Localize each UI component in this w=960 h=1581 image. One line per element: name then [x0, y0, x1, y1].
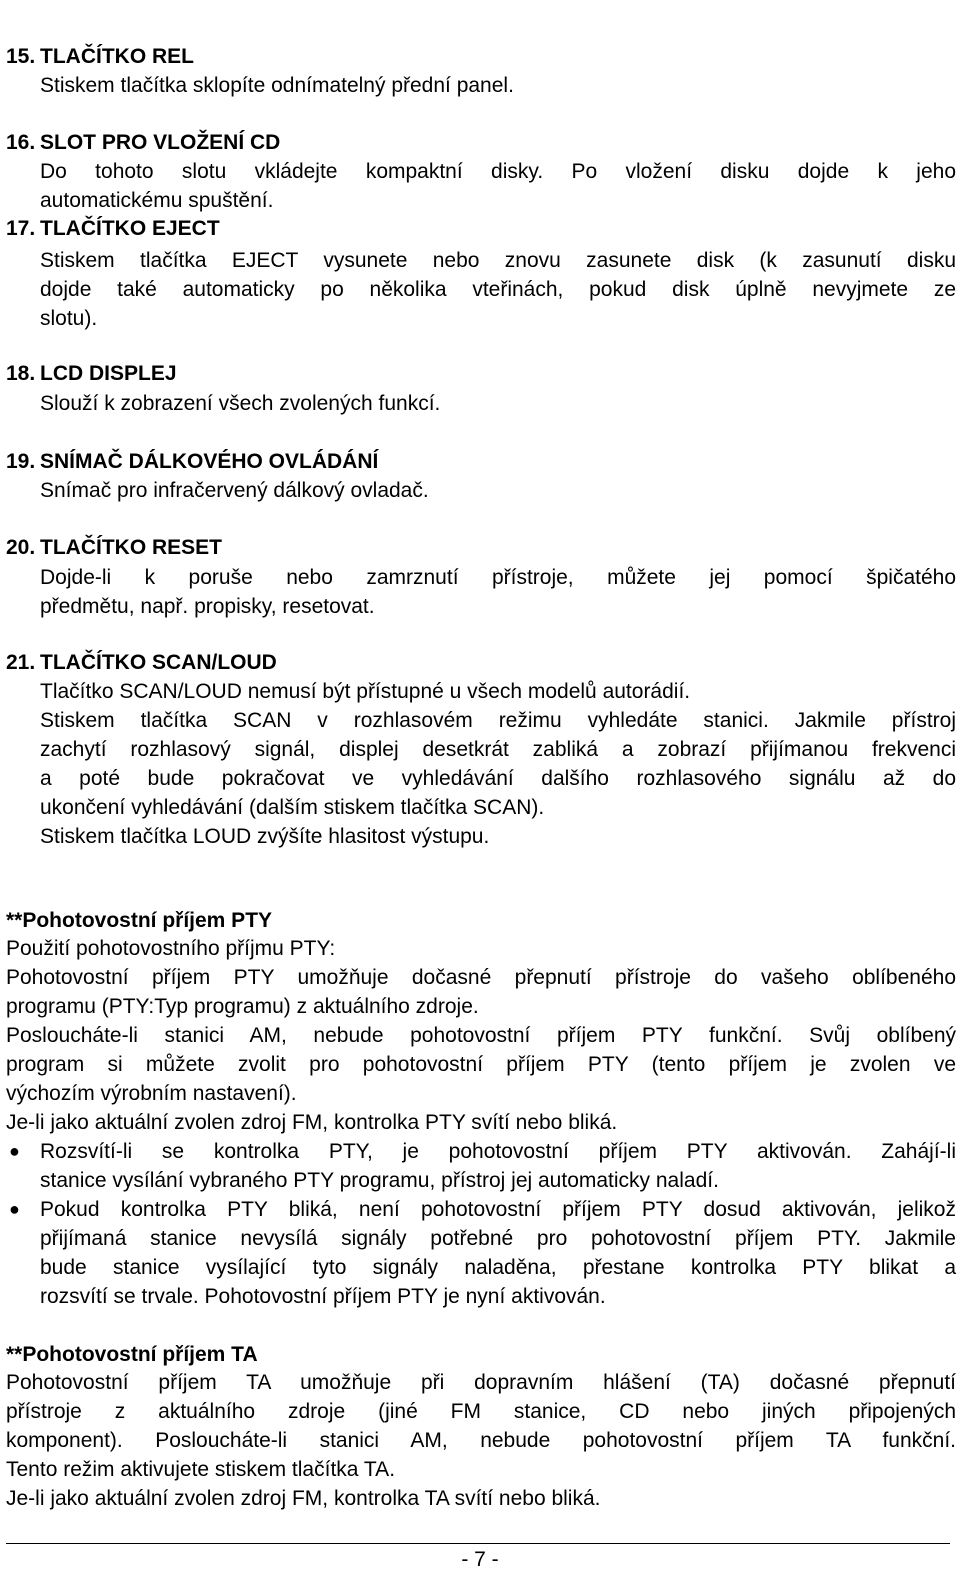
- ta-text: přístroje z aktuálního zdroje (jiné FM stanice, CD nebo jiných připojených: [6, 1400, 956, 1423]
- pty-heading: **Pohotovostní příjem PTY: [6, 909, 273, 932]
- ta-text: Pohotovostní příjem TA umožňuje při dopravním hlášení (TA) dočasné přepnutí: [6, 1371, 956, 1394]
- section-number: 16.: [6, 131, 36, 154]
- section-text: ukončení vyhledávání (dalším stiskem tlačítka SCAN).: [40, 796, 545, 819]
- section-number: 18.: [6, 362, 36, 385]
- section-heading: TLAČÍTKO EJECT: [40, 217, 220, 240]
- section-text: Stiskem tlačítka LOUD zvýšíte hlasitost výstupu.: [40, 825, 490, 848]
- bullet-text: Pokud kontrolka PTY bliká, není pohotovostní příjem PTY dosud aktivován, jelikož: [40, 1198, 956, 1221]
- pty-text: program si můžete zvolit pro pohotovostní příjem PTY (tento příjem je zvolen ve: [6, 1053, 956, 1076]
- section-number: 20.: [6, 536, 36, 559]
- footer-divider: [6, 1543, 950, 1544]
- ta-text: komponent). Posloucháte-li stanici AM, nebude pohotovostní příjem TA funkční.: [6, 1429, 956, 1452]
- section-heading: TLAČÍTKO REL: [40, 45, 194, 68]
- bullet-text: stanice vysílání vybraného PTY programu, přístroj jej automaticky naladí.: [40, 1169, 719, 1192]
- section-text: předmětu, např. propisky, resetovat.: [40, 595, 375, 618]
- section-text: Snímač pro infračervený dálkový ovladač.: [40, 479, 429, 502]
- ta-text: Je-li jako aktuální zvolen zdroj FM, kontrolka TA svítí nebo bliká.: [6, 1487, 601, 1510]
- bullet-text: bude stanice vysílající tyto signály naladěna, přestane kontrolka PTY blikat a: [40, 1256, 956, 1279]
- section-text: Do tohoto slotu vkládejte kompaktní disky. Po vložení disku dojde k jeho: [40, 160, 956, 183]
- section-heading: SNÍMAČ DÁLKOVÉHO OVLÁDÁNÍ: [40, 450, 379, 473]
- ta-text: Tento režim aktivujete stiskem tlačítka TA.: [6, 1458, 396, 1481]
- section-text: Stiskem tlačítka sklopíte odnímatelný přední panel.: [40, 74, 514, 97]
- pty-text: programu (PTY:Typ programu) z aktuálního zdroje.: [6, 995, 479, 1018]
- section-text: Stiskem tlačítka SCAN v rozhlasovém režimu vyhledáte stanici. Jakmile přístroj: [40, 709, 956, 732]
- section-text: zachytí rozhlasový signál, displej desetkrát zabliká a zobrazí přijímanou frekvenci: [40, 738, 956, 761]
- section-text: a poté bude pokračovat ve vyhledávání dalšího rozhlasového signálu až do: [40, 767, 956, 790]
- section-heading: TLAČÍTKO SCAN/LOUD: [40, 651, 277, 674]
- section-heading: SLOT PRO VLOŽENÍ CD: [40, 131, 281, 154]
- pty-text: Pohotovostní příjem PTY umožňuje dočasné přepnutí přístroje do vašeho oblíbeného: [6, 966, 956, 989]
- pty-text: Je-li jako aktuální zvolen zdroj FM, kontrolka PTY svítí nebo bliká.: [6, 1111, 618, 1134]
- pty-text: Posloucháte-li stanici AM, nebude pohotovostní příjem PTY funkční. Svůj oblíbený: [6, 1024, 956, 1047]
- section-heading: TLAČÍTKO RESET: [40, 536, 222, 559]
- section-text: Stiskem tlačítka EJECT vysunete nebo znovu zasunete disk (k zasunutí disku: [40, 249, 956, 272]
- ta-heading: **Pohotovostní příjem TA: [6, 1343, 258, 1366]
- bullet-text: Rozsvítí-li se kontrolka PTY, je pohotovostní příjem PTY aktivován. Zahájí-li: [40, 1140, 956, 1163]
- section-number: 19.: [6, 450, 36, 473]
- bullet-dot-icon: ●: [9, 1199, 20, 1219]
- pty-text: Použití pohotovostního příjmu PTY:: [6, 937, 336, 960]
- pty-text: výchozím výrobním nastavení).: [6, 1082, 297, 1105]
- section-text: slotu).: [40, 307, 98, 330]
- bullet-text: rozsvítí se trvale. Pohotovostní příjem PTY je nyní aktivován.: [40, 1285, 606, 1308]
- section-text: Slouží k zobrazení všech zvolených funkcí.: [40, 392, 441, 415]
- section-text: Tlačítko SCAN/LOUD nemusí být přístupné u všech modelů autorádií.: [40, 680, 691, 703]
- bullet-dot-icon: ●: [9, 1141, 20, 1161]
- page-number: - 7 -: [461, 1548, 499, 1571]
- section-heading: LCD DISPLEJ: [40, 362, 177, 385]
- section-text: dojde také automaticky po několika vteřinách, pokud disk úplně nevyjmete ze: [40, 278, 956, 301]
- section-number: 17.: [6, 217, 36, 240]
- section-text: Dojde-li k poruše nebo zamrznutí přístroje, můžete jej pomocí špičatého: [40, 566, 956, 589]
- bullet-text: přijímaná stanice nevysílá signály potřebné pro pohotovostní příjem PTY. Jakmile: [40, 1227, 956, 1250]
- section-number: 21.: [6, 651, 36, 674]
- section-text: automatickému spuštění.: [40, 189, 274, 212]
- section-number: 15.: [6, 45, 36, 68]
